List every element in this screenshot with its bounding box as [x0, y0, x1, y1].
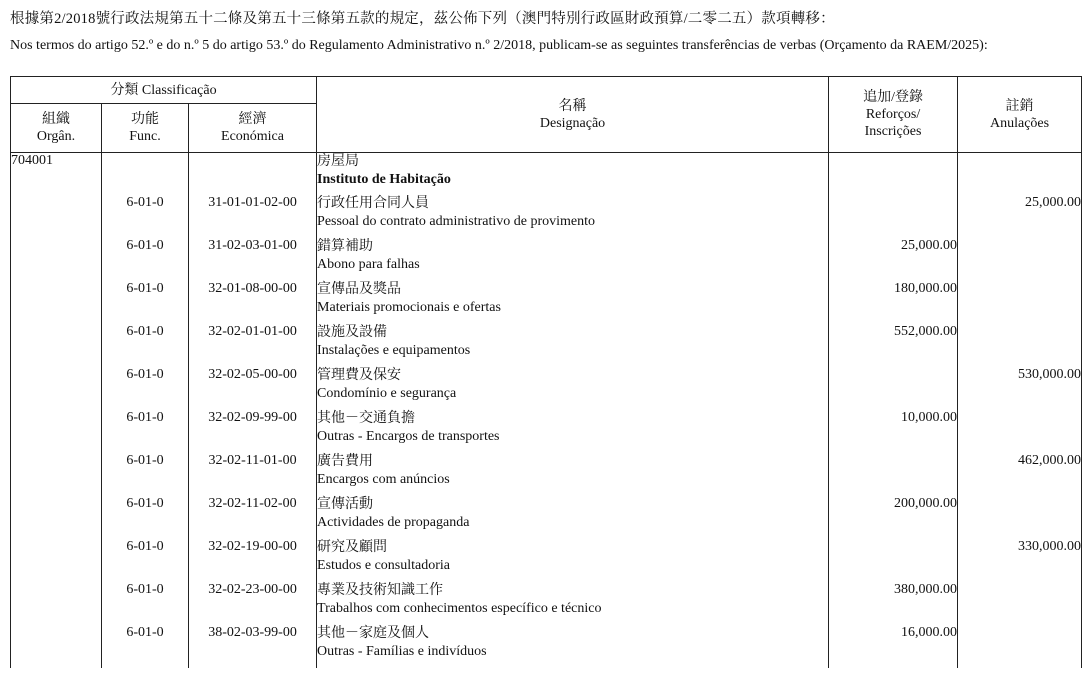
designation-cell	[317, 367, 829, 410]
empty-cell	[11, 453, 102, 496]
organization-name-zh: 房屋局	[317, 154, 360, 169]
empty-cell	[829, 153, 958, 196]
reinforcement-amount: 16,000.00	[829, 625, 958, 668]
reinforcement-amount: 25,000.00	[829, 238, 958, 281]
table-row	[11, 195, 1082, 238]
table-row	[11, 625, 1082, 668]
intro-text-pt: Nos termos do artigo 52.º e do n.º 5 do artigo 53.º do Regulamento Administrativo n.º 2/2018, publicam-se as seguintes transferências de verbas (Orçamento da RAEM/2025):	[10, 38, 988, 53]
designation-pt: Instalações e equipamentos	[317, 343, 471, 358]
designation-pt: Condomínio e segurança	[317, 386, 457, 401]
empty-cell	[102, 153, 189, 196]
reinforcement-amount	[829, 453, 958, 496]
economic-code: 32-02-05-00-00	[189, 367, 317, 410]
designation-cell	[317, 625, 829, 668]
function-code: 6-01-0	[102, 281, 189, 324]
designation-header-zh: 名稱	[558, 98, 587, 114]
reinforcement-amount: 200,000.00	[829, 496, 958, 539]
economic-code: 32-02-09-99-00	[189, 410, 317, 453]
designation-cell	[317, 195, 829, 238]
designation-zh: 宣傳活動	[317, 497, 374, 512]
table-row	[11, 453, 1082, 496]
annulment-header-pt: Anulações	[989, 115, 1050, 131]
annulment-amount: 530,000.00	[958, 367, 1082, 410]
function-header-pt: Func.	[129, 129, 161, 144]
designation-cell	[317, 539, 829, 582]
economic-code: 32-02-11-01-00	[189, 453, 317, 496]
function-code: 6-01-0	[102, 539, 189, 582]
empty-cell	[189, 153, 317, 196]
designation-pt: Encargos com anúncios	[317, 472, 450, 487]
empty-cell	[11, 625, 102, 668]
function-code: 6-01-0	[102, 324, 189, 367]
designation-pt: Materiais promocionais e ofertas	[317, 300, 501, 315]
empty-cell	[11, 410, 102, 453]
table-row	[11, 238, 1082, 281]
annulment-amount	[958, 410, 1082, 453]
annulment-amount	[958, 238, 1082, 281]
economic-code: 32-01-08-00-00	[189, 281, 317, 324]
economic-code: 32-02-19-00-00	[189, 539, 317, 582]
table-row	[11, 496, 1082, 539]
designation-pt: Abono para falhas	[317, 257, 420, 272]
reinforcement-amount	[829, 195, 958, 238]
function-code: 6-01-0	[102, 195, 189, 238]
designation-pt: Outras - Famílias e indivíduos	[317, 644, 487, 659]
function-header-zh: 功能	[131, 112, 159, 127]
annulment-amount	[958, 324, 1082, 367]
organ-header-zh: 組織	[42, 112, 70, 127]
designation-header-pt: Designação	[539, 115, 606, 131]
empty-cell	[11, 539, 102, 582]
function-code: 6-01-0	[102, 625, 189, 668]
reinforcement-amount: 10,000.00	[829, 410, 958, 453]
economic-header	[189, 104, 317, 153]
reinforcement-amount: 380,000.00	[829, 582, 958, 625]
function-header	[102, 104, 189, 153]
annulment-amount	[958, 281, 1082, 324]
function-code: 6-01-0	[102, 582, 189, 625]
function-code: 6-01-0	[102, 496, 189, 539]
classification-header: 分類 Classificação	[11, 77, 317, 104]
designation-zh: 研究及顧問	[317, 540, 388, 555]
annulment-amount: 462,000.00	[958, 453, 1082, 496]
annulment-header	[958, 77, 1082, 153]
reinforcement-amount	[829, 539, 958, 582]
designation-cell	[317, 453, 829, 496]
reinforcement-amount: 552,000.00	[829, 324, 958, 367]
intro-text-zh: 根據第2/2018號行政法規第五十二條及第五十三條第五款的規定，茲公佈下列（澳門特別行政區財政預算/二零二五）款項轉移：	[10, 11, 835, 27]
designation-cell	[317, 238, 829, 281]
reinforcement-header	[829, 77, 958, 153]
designation-zh: 其他－家庭及個人	[317, 626, 430, 641]
organ-header-pt: Orgân.	[36, 129, 76, 144]
economic-code: 38-02-03-99-00	[189, 625, 317, 668]
designation-zh: 其他－交通負擔	[317, 411, 416, 426]
function-code: 6-01-0	[102, 367, 189, 410]
table-row	[11, 539, 1082, 582]
designation-zh: 錯算補助	[317, 239, 374, 254]
economic-code: 32-02-23-00-00	[189, 582, 317, 625]
organization-row	[11, 153, 1082, 196]
economic-header-zh: 經濟	[238, 112, 267, 127]
annulment-header-zh: 註銷	[1005, 98, 1034, 114]
function-code: 6-01-0	[102, 410, 189, 453]
organ-header	[11, 104, 102, 153]
annulment-amount	[958, 625, 1082, 668]
designation-zh: 專業及技術知識工作	[317, 583, 444, 598]
designation-cell	[317, 324, 829, 367]
designation-cell	[317, 496, 829, 539]
reinforcement-amount: 180,000.00	[829, 281, 958, 324]
designation-cell	[317, 281, 829, 324]
annulment-amount: 330,000.00	[958, 539, 1082, 582]
designation-zh: 設施及設備	[317, 325, 388, 340]
economic-code: 32-02-01-01-00	[189, 324, 317, 367]
table-row	[11, 582, 1082, 625]
organization-designation	[317, 153, 829, 196]
reinforcement-header-pt2: Inscrições	[864, 124, 922, 139]
designation-pt: Outras - Encargos de transportes	[317, 429, 500, 444]
empty-cell	[11, 195, 102, 238]
budget-transfer-table	[10, 76, 1082, 668]
empty-cell	[11, 582, 102, 625]
empty-cell	[11, 324, 102, 367]
reinforcement-header-pt1: Reforços/	[865, 107, 921, 122]
designation-pt: Actividades de propaganda	[317, 515, 470, 530]
table-row	[11, 281, 1082, 324]
annulment-amount	[958, 496, 1082, 539]
designation-zh: 廣告費用	[317, 454, 374, 469]
economic-code: 31-01-01-02-00	[189, 195, 317, 238]
table-row	[11, 324, 1082, 367]
designation-zh: 宣傳品及獎品	[317, 282, 402, 297]
organization-code: 704001	[11, 153, 102, 196]
annulment-amount: 25,000.00	[958, 195, 1082, 238]
table-row	[11, 367, 1082, 410]
empty-cell	[11, 238, 102, 281]
designation-zh: 管理費及保安	[317, 368, 402, 383]
reinforcement-header-zh: 追加/登錄	[863, 90, 923, 105]
designation-cell	[317, 582, 829, 625]
organization-name-pt: Instituto de Habitação	[317, 172, 451, 187]
empty-cell	[11, 367, 102, 410]
economic-header-pt: Económica	[221, 129, 284, 144]
economic-code: 32-02-11-02-00	[189, 496, 317, 539]
designation-pt: Estudos e consultadoria	[317, 558, 451, 573]
designation-pt: Trabalhos com conhecimentos específico e técnico	[317, 601, 602, 616]
economic-code: 31-02-03-01-00	[189, 238, 317, 281]
designation-header	[317, 77, 829, 153]
annulment-amount	[958, 582, 1082, 625]
empty-cell	[11, 281, 102, 324]
table-row	[11, 410, 1082, 453]
designation-pt: Pessoal do contrato administrativo de provimento	[317, 214, 596, 229]
empty-cell	[958, 153, 1082, 196]
reinforcement-amount	[829, 367, 958, 410]
designation-cell	[317, 410, 829, 453]
designation-zh: 行政任用合同人員	[317, 196, 430, 211]
empty-cell	[11, 496, 102, 539]
function-code: 6-01-0	[102, 453, 189, 496]
function-code: 6-01-0	[102, 238, 189, 281]
